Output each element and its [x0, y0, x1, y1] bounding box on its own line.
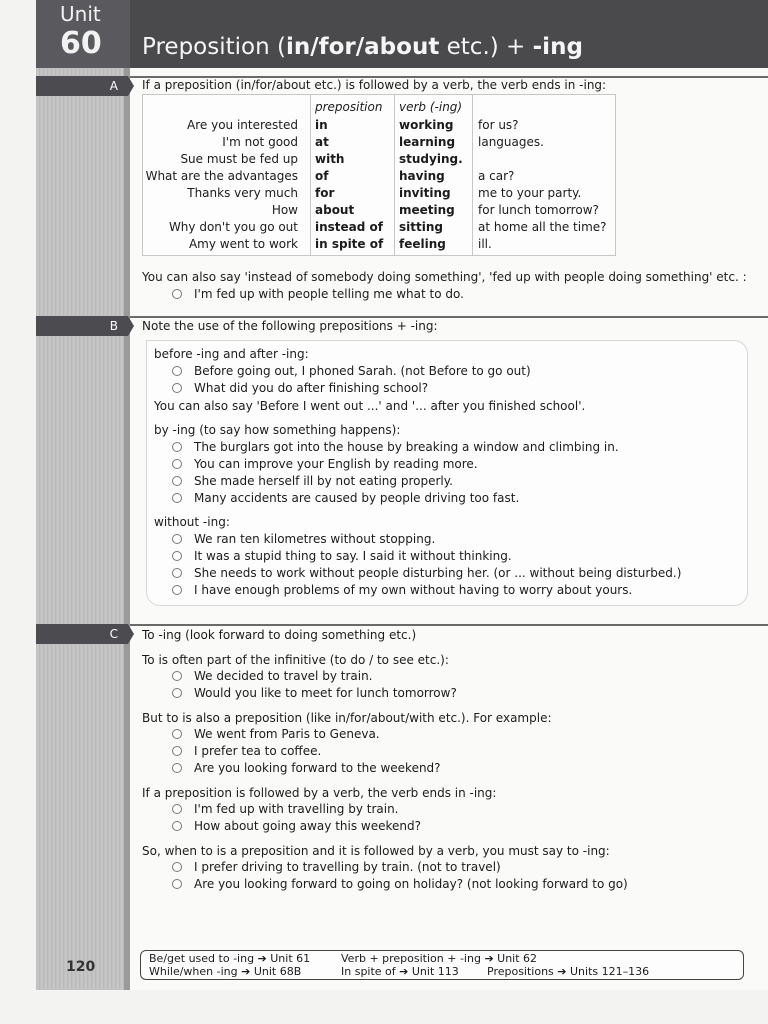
page-number: 120 — [66, 959, 96, 975]
unit-box — [36, 0, 130, 68]
example-sentence: Many accidents are caused by people driving too fast. — [194, 491, 520, 505]
example-bullet — [172, 366, 182, 376]
section-a-note: You can also say 'instead of somebody doing something', 'fed up with people doing something' etc. : — [142, 270, 747, 284]
section-rule-c — [130, 624, 768, 626]
table-cell: languages. — [478, 135, 544, 149]
page-title: Preposition (in/for/about etc.) + -ing — [142, 34, 583, 60]
example-bullet — [172, 476, 182, 486]
cross-reference-link[interactable]: Prepositions ➔ Units 121–136 — [487, 965, 650, 978]
margin-shadow — [124, 0, 130, 990]
section-tab-a: A — [36, 76, 128, 96]
example-bullet — [172, 459, 182, 469]
table-cell: in spite of — [315, 237, 384, 251]
section-c-intro: To -ing (look forward to doing something etc.) — [142, 628, 417, 642]
table-cell: Thanks very much — [187, 186, 298, 200]
example-bullet — [172, 729, 182, 739]
example-bullet — [172, 746, 182, 756]
example-bullet — [172, 804, 182, 814]
table-header-preposition: preposition — [315, 100, 383, 114]
table-cell: about — [315, 203, 355, 217]
example-bullet — [172, 585, 182, 595]
example-sentence: Are you looking forward to going on holiday? (not looking forward to go) — [194, 877, 628, 891]
table-cell: I'm not good — [222, 135, 298, 149]
cross-reference-link[interactable]: Verb + preposition + -ing ➔ Unit 62 — [341, 952, 538, 965]
example-bullet — [172, 568, 182, 578]
example-sentence: It was a stupid thing to say. I said it without thinking. — [194, 549, 512, 563]
example-bullet — [172, 688, 182, 698]
without-heading: without -ing: — [154, 515, 230, 529]
example-sentence: We went from Paris to Geneva. — [194, 727, 380, 741]
table-divider — [394, 94, 395, 256]
example-sentence: Are you looking forward to the weekend? — [194, 761, 441, 775]
infinitive-text: To is often part of the infinitive (to do / to see etc.): — [142, 653, 449, 667]
example-bullet — [172, 383, 182, 393]
example-bullet — [172, 534, 182, 544]
table-divider — [310, 94, 311, 256]
section-a-intro: If a preposition (in/for/about etc.) is followed by a verb, the verb ends in -ing: — [142, 78, 607, 92]
table-cell: What are the advantages — [145, 169, 298, 183]
example-sentence: I prefer tea to coffee. — [194, 744, 322, 758]
by-heading: by -ing (to say how something happens): — [154, 423, 401, 437]
table-cell: in — [315, 118, 328, 132]
table-cell: feeling — [399, 237, 446, 251]
table-cell: with — [315, 152, 345, 166]
section-tab-c: C — [36, 624, 128, 644]
example-bullet — [172, 671, 182, 681]
example-sentence: I'm fed up with travelling by train. — [194, 802, 399, 816]
example-sentence: She needs to work without people disturbing her. (or ... without being disturbed.) — [194, 566, 682, 580]
example-sentence: I'm fed up with people telling me what to do. — [194, 287, 464, 301]
table-cell: having — [399, 169, 445, 183]
table-cell: How — [271, 203, 298, 217]
example-bullet — [172, 821, 182, 831]
cross-reference-link[interactable]: Be/get used to -ing ➔ Unit 61 — [149, 952, 311, 965]
table-cell: at — [315, 135, 329, 149]
so-text: So, when to is a preposition and it is followed by a verb, you must say to -ing: — [142, 844, 610, 858]
left-margin-strip — [36, 0, 130, 990]
table-cell: for us? — [478, 118, 519, 132]
table-cell: a car? — [478, 169, 515, 183]
table-cell: for — [315, 186, 335, 200]
section-tab-b: B — [36, 316, 128, 336]
example-bullet — [172, 493, 182, 503]
unit-number: 60 — [60, 26, 102, 61]
table-cell: Why don't you go out — [168, 220, 298, 234]
before-after-note: You can also say 'Before I went out ...' and '... after you finished school'. — [154, 399, 586, 413]
table-cell: learning — [399, 135, 456, 149]
unit-label: Unit — [60, 2, 101, 26]
example-bullet — [172, 442, 182, 452]
table-cell: instead of — [315, 220, 384, 234]
table-cell: inviting — [399, 186, 451, 200]
table-divider — [472, 94, 473, 256]
example-sentence: She made herself ill by not eating properly. — [194, 474, 453, 488]
example-sentence: How about going away this weekend? — [194, 819, 421, 833]
table-cell: at home all the time? — [478, 220, 607, 234]
example-bullet — [172, 763, 182, 773]
table-cell: Amy went to work — [188, 237, 298, 251]
cross-reference-box — [140, 950, 744, 980]
example-bullet — [172, 862, 182, 872]
example-sentence: You can improve your English by reading more. — [194, 457, 478, 471]
table-cell: for lunch tomorrow? — [478, 203, 599, 217]
preposition-text: But to is also a preposition (like in/for/about/with etc.). For example: — [142, 711, 552, 725]
example-bullet — [172, 551, 182, 561]
section-rule-b — [130, 316, 768, 318]
table-cell: studying. — [399, 152, 463, 166]
table-cell: Sue must be fed up — [180, 152, 298, 166]
table-cell: working — [399, 118, 454, 132]
example-sentence: I prefer driving to travelling by train. (not to travel) — [194, 860, 501, 874]
table-cell: of — [315, 169, 329, 183]
table-header-verb: verb (-ing) — [399, 100, 463, 114]
example-sentence: I have enough problems of my own without having to worry about yours. — [194, 583, 633, 597]
table-cell: meeting — [399, 203, 455, 217]
example-sentence: What did you do after finishing school? — [194, 381, 429, 395]
example-sentence: We decided to travel by train. — [194, 669, 373, 683]
before-after-heading: before -ing and after -ing: — [154, 347, 309, 361]
table-cell: Are you interested — [187, 118, 298, 132]
section-b-intro: Note the use of the following prepositions + -ing: — [142, 319, 438, 333]
followed-text: If a preposition is followed by a verb, the verb ends in -ing: — [142, 786, 497, 800]
table-cell: me to your party. — [478, 186, 582, 200]
table-cell: sitting — [399, 220, 443, 234]
example-sentence: The burglars got into the house by breaking a window and climbing in. — [194, 440, 619, 454]
table-cell: ill. — [478, 237, 492, 251]
example-bullet — [172, 289, 182, 299]
example-sentence: Before going out, I phoned Sarah. (not Before to go out) — [194, 364, 531, 378]
example-sentence: We ran ten kilometres without stopping. — [194, 532, 436, 546]
example-sentence: Would you like to meet for lunch tomorrow? — [194, 686, 457, 700]
cross-reference-link[interactable]: In spite of ➔ Unit 113 — [341, 965, 459, 978]
cross-reference-link[interactable]: While/when -ing ➔ Unit 68B — [149, 965, 302, 978]
example-bullet — [172, 879, 182, 889]
